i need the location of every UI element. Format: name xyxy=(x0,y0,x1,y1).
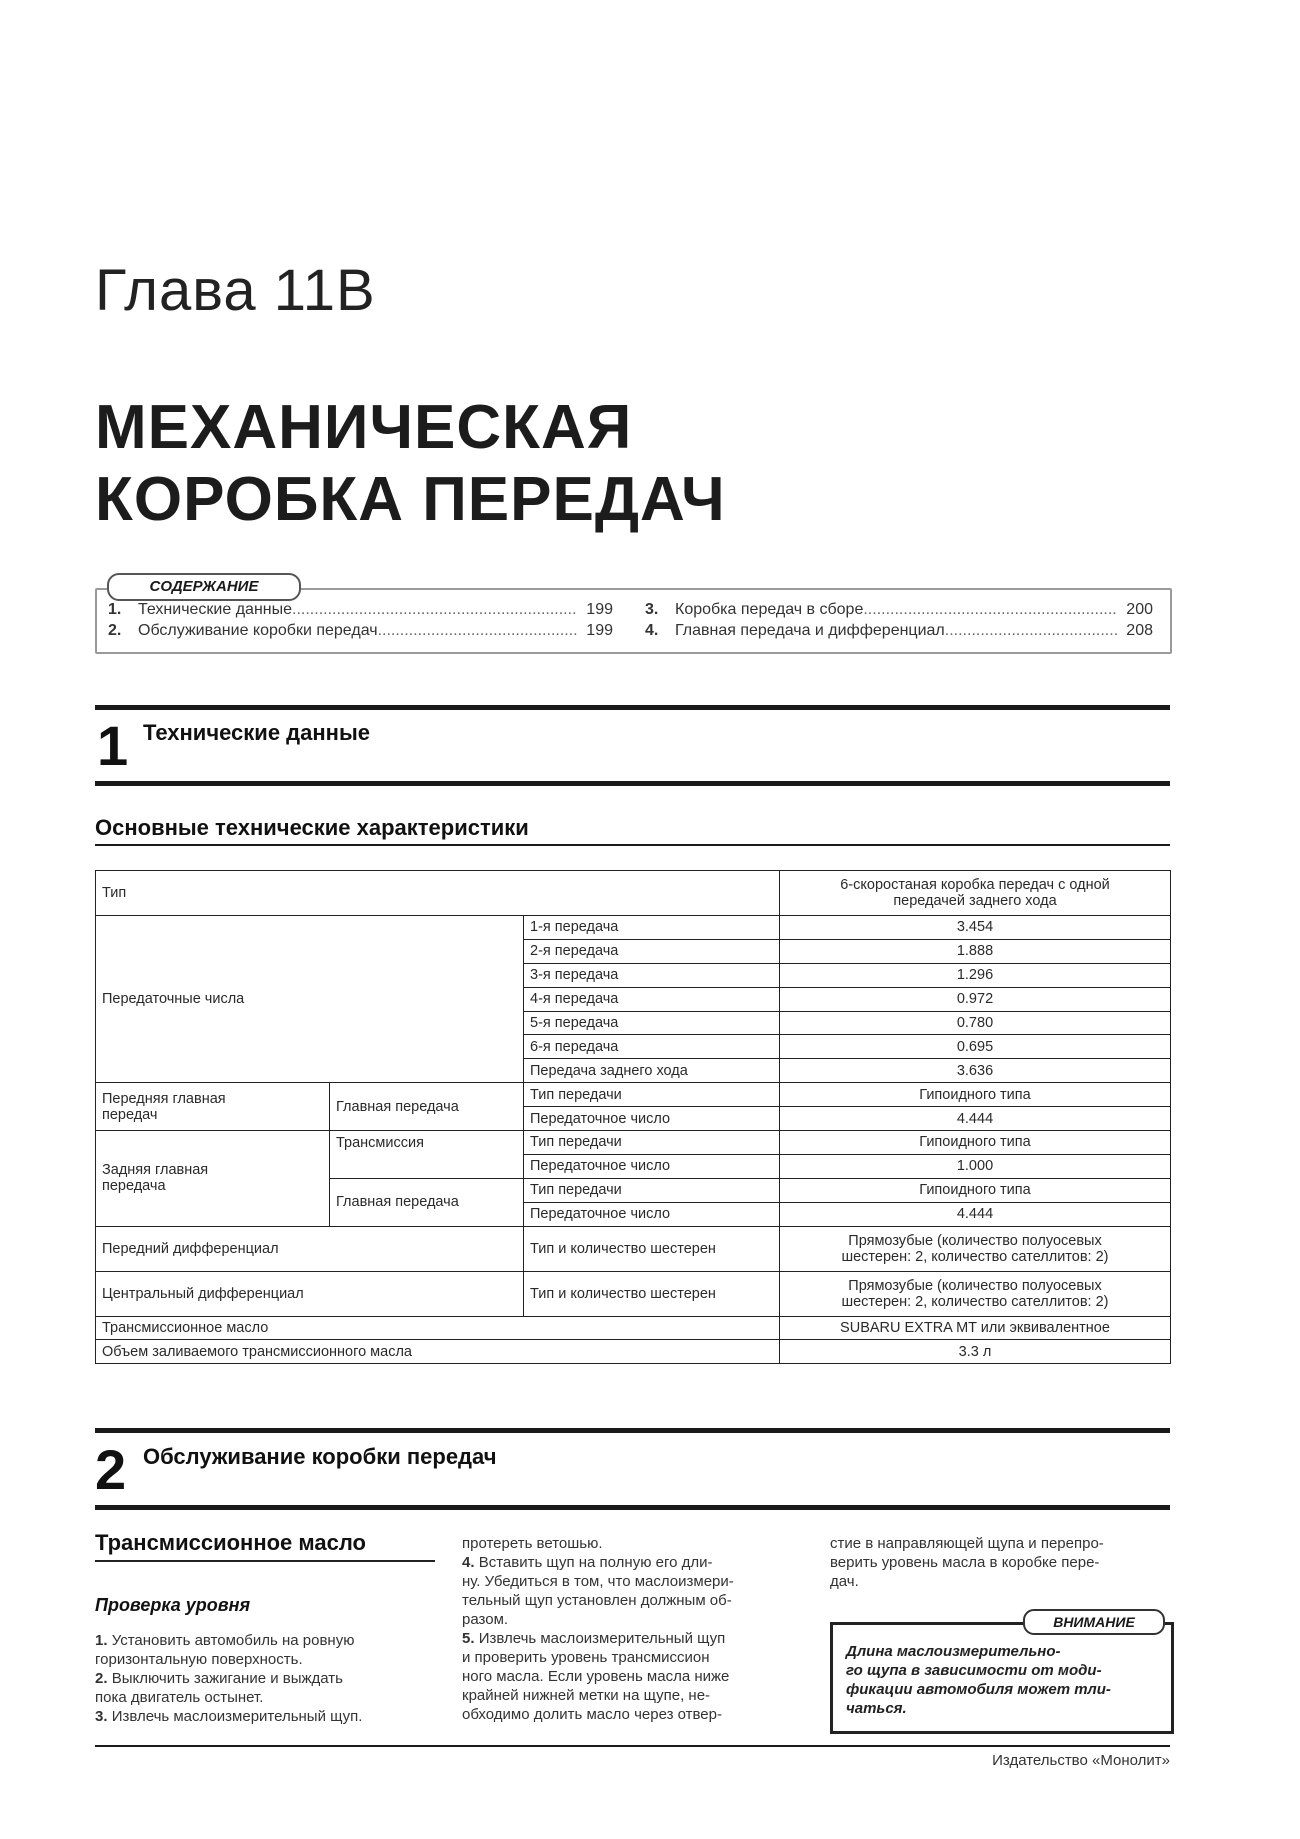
gear-ratio: 3.636 xyxy=(780,1059,1171,1083)
step-text: обходимо долить масло через отвер- xyxy=(462,1706,722,1723)
gear-name: 2-я передача xyxy=(524,939,780,963)
gear-name: 5-я передача xyxy=(524,1011,780,1035)
param-value-line: шестерен: 2, количество сателлитов: 2) xyxy=(841,1248,1109,1265)
section-1-title: Технические данные xyxy=(143,720,370,745)
body-line xyxy=(462,1591,807,1610)
step-number: 4. xyxy=(462,1554,475,1571)
param-value: Гипоидного типа xyxy=(780,1131,1171,1155)
section-2-bottom-rule xyxy=(95,1505,1170,1510)
warning-line: чаться. xyxy=(846,1700,907,1717)
body-line: верить уровень масла в коробке пере- xyxy=(830,1554,1100,1571)
gear-name: 1-я передача xyxy=(524,916,780,940)
warning-line: Длина маслоизмерительно- xyxy=(846,1643,1061,1660)
step-number: 3. xyxy=(95,1708,108,1725)
body-line xyxy=(462,1610,807,1629)
toc-dot-leader xyxy=(863,600,1117,620)
param-label: Тип и количество шестерен xyxy=(524,1226,780,1271)
toc-item-page: 199 xyxy=(586,622,613,639)
param-label: Передаточное число xyxy=(524,1154,780,1178)
step-text: Вставить щуп на полную его дли- xyxy=(478,1554,713,1571)
publisher-footer: Издательство «Монолит» xyxy=(992,1752,1170,1769)
param-label: Передаточное число xyxy=(524,1202,780,1226)
body-line xyxy=(95,1650,435,1669)
param-value-line: Прямозубые (количество полуосевых xyxy=(848,1277,1102,1294)
rear-transmission-sub: Трансмиссия xyxy=(330,1131,524,1179)
column-2-text xyxy=(462,1534,807,1724)
level-check-subtitle: Проверка уровня xyxy=(95,1595,251,1615)
step-text: Извлечь маслоизмерительный щуп xyxy=(478,1630,726,1647)
type-value-line: передачей заднего хода xyxy=(893,893,1057,909)
oil-subtitle-rule xyxy=(95,1560,435,1562)
center-diff-label: Центральный дифференциал xyxy=(96,1271,524,1316)
rear-final-label-line: Задняя главная xyxy=(102,1162,209,1179)
param-value-line: шестерен: 2, количество сателлитов: 2) xyxy=(841,1293,1109,1310)
oil-value: SUBARU EXTRA MT или эквивалентное xyxy=(780,1316,1171,1340)
toc-item-number: 1. xyxy=(108,601,122,618)
body-line: стие в направляющей щупа и перепро- xyxy=(830,1535,1104,1552)
title-line-1: МЕХАНИЧЕСКАЯ xyxy=(95,393,633,462)
param-label: Тип передачи xyxy=(524,1178,780,1202)
toc-dot-leader xyxy=(292,600,577,620)
warning-text xyxy=(846,1642,1156,1718)
gear-ratio: 0.780 xyxy=(780,1011,1171,1035)
param-value-line: Прямозубые (количество полуосевых xyxy=(848,1232,1102,1249)
front-diff-label: Передний дифференциал xyxy=(96,1226,524,1271)
body-line xyxy=(462,1667,807,1686)
step-text: Извлечь маслоизмерительный щуп. xyxy=(111,1708,363,1725)
toc-dot-leader xyxy=(945,621,1117,641)
front-final-label-line: передач xyxy=(102,1106,158,1123)
step-text: ного масла. Если уровень масла ниже xyxy=(462,1668,730,1685)
type-value-line: 6-скоростаная коробка передач с одной xyxy=(840,877,1110,893)
rear-main-sub: Главная передача xyxy=(330,1178,524,1226)
gear-ratio: 1.888 xyxy=(780,939,1171,963)
step-number: 1. xyxy=(95,1632,108,1649)
param-label: Тип передачи xyxy=(524,1131,780,1155)
ratios-label: Передаточные числа xyxy=(96,916,524,1083)
step-number: 5. xyxy=(462,1630,475,1647)
toc-item-page: 200 xyxy=(1126,601,1153,618)
toc-item[interactable] xyxy=(108,600,613,620)
gear-ratio: 3.454 xyxy=(780,916,1171,940)
param-value: Гипоидного типа xyxy=(780,1083,1171,1107)
param-value: 4.444 xyxy=(780,1202,1171,1226)
param-label: Тип и количество шестерен xyxy=(524,1271,780,1316)
column-3-text xyxy=(830,1534,1170,1591)
front-final-label-line: Передняя главная xyxy=(102,1090,226,1107)
volume-value: 3.3 л xyxy=(780,1340,1171,1364)
warning-label: ВНИМАНИЕ xyxy=(1023,1609,1165,1635)
gear-name: 6-я передача xyxy=(524,1035,780,1059)
param-value: 1.000 xyxy=(780,1154,1171,1178)
gear-name: 4-я передача xyxy=(524,987,780,1011)
step-text: ну. Убедиться в том, что маслоизмери- xyxy=(462,1573,734,1590)
front-final-sub: Главная передача xyxy=(330,1083,524,1131)
section-1-top-rule xyxy=(95,705,1170,710)
section-2-number: 2 xyxy=(95,1438,127,1501)
gear-name: 3-я передача xyxy=(524,963,780,987)
column-1-text xyxy=(95,1631,435,1726)
toc-item-page: 208 xyxy=(1126,622,1153,639)
toc-label: СОДЕРЖАНИЕ xyxy=(107,573,301,601)
step-text: Выключить зажигание и выждать xyxy=(111,1670,343,1687)
step-text: горизонтальную поверхность. xyxy=(95,1651,303,1668)
section-2-top-rule xyxy=(95,1428,1170,1433)
toc-item-text: Коробка передач в сборе xyxy=(675,601,864,618)
gear-ratio: 0.695 xyxy=(780,1035,1171,1059)
step-number: 2. xyxy=(95,1670,108,1687)
front-final-label xyxy=(96,1083,330,1131)
toc-item-number: 3. xyxy=(645,601,659,618)
toc-item-number: 2. xyxy=(108,622,122,639)
specs-subtitle: Основные технические характеристики xyxy=(95,815,529,840)
gear-ratio: 1.296 xyxy=(780,963,1171,987)
param-label: Передаточное число xyxy=(524,1107,780,1131)
type-label: Тип xyxy=(96,871,780,916)
body-line xyxy=(95,1631,435,1650)
param-label: Тип передачи xyxy=(524,1083,780,1107)
toc-item[interactable] xyxy=(645,621,1153,641)
body-line xyxy=(462,1648,807,1667)
toc-item-text: Главная передача и дифференциал xyxy=(675,622,945,639)
toc-item-number: 4. xyxy=(645,622,659,639)
body-line xyxy=(462,1553,807,1572)
toc-item-page: 199 xyxy=(586,601,613,618)
type-value xyxy=(780,871,1171,916)
toc-item[interactable] xyxy=(645,600,1153,620)
body-line xyxy=(462,1534,807,1553)
param-value xyxy=(780,1271,1171,1316)
oil-subtitle: Трансмиссионное масло xyxy=(95,1530,366,1555)
param-value xyxy=(780,1226,1171,1271)
title-line-2: КОРОБКА ПЕРЕДАЧ xyxy=(95,465,726,534)
body-line: дач. xyxy=(830,1573,859,1590)
spec-table xyxy=(95,870,1171,1364)
section-1-bottom-rule xyxy=(95,781,1170,786)
step-text: и проверить уровень трансмиссион xyxy=(462,1649,710,1666)
section-2-title: Обслуживание коробки передач xyxy=(143,1444,497,1469)
section-1-number: 1 xyxy=(97,714,129,777)
rear-final-label xyxy=(96,1131,330,1227)
footer-rule xyxy=(95,1745,1170,1747)
volume-label: Объем заливаемого трансмиссионного масла xyxy=(96,1340,780,1364)
warning-line: фикации автомобиля может тли- xyxy=(846,1681,1111,1698)
step-text: крайней нижней метки на щупе, не- xyxy=(462,1687,711,1704)
body-line xyxy=(462,1572,807,1591)
step-text: Установить автомобиль на ровную xyxy=(111,1632,355,1649)
gear-ratio: 0.972 xyxy=(780,987,1171,1011)
step-text: тельный щуп установлен должным об- xyxy=(462,1592,732,1609)
toc-item-text: Обслуживание коробки передач xyxy=(138,622,378,639)
body-line xyxy=(462,1629,807,1648)
step-text: протереть ветошью. xyxy=(462,1535,603,1552)
param-value: Гипоидного типа xyxy=(780,1178,1171,1202)
step-text: пока двигатель остынет. xyxy=(95,1689,264,1706)
rear-final-label-line: передача xyxy=(102,1178,166,1195)
param-value: 4.444 xyxy=(780,1107,1171,1131)
specs-subtitle-rule xyxy=(95,844,1170,846)
toc-item-text: Технические данные xyxy=(138,601,293,618)
oil-label: Трансмиссионное масло xyxy=(96,1316,780,1340)
body-line xyxy=(95,1669,435,1688)
body-line xyxy=(95,1688,435,1707)
gear-name: Передача заднего хода xyxy=(524,1059,780,1083)
step-text: разом. xyxy=(462,1611,509,1628)
chapter-label: Глава 11B xyxy=(95,258,376,323)
warning-line: го щупа в зависимости от моди- xyxy=(846,1662,1102,1679)
body-line xyxy=(462,1705,807,1724)
body-line xyxy=(95,1707,435,1726)
toc-dot-leader xyxy=(378,621,577,641)
page-title xyxy=(95,392,726,536)
toc-item[interactable] xyxy=(108,621,613,641)
body-line xyxy=(462,1686,807,1705)
